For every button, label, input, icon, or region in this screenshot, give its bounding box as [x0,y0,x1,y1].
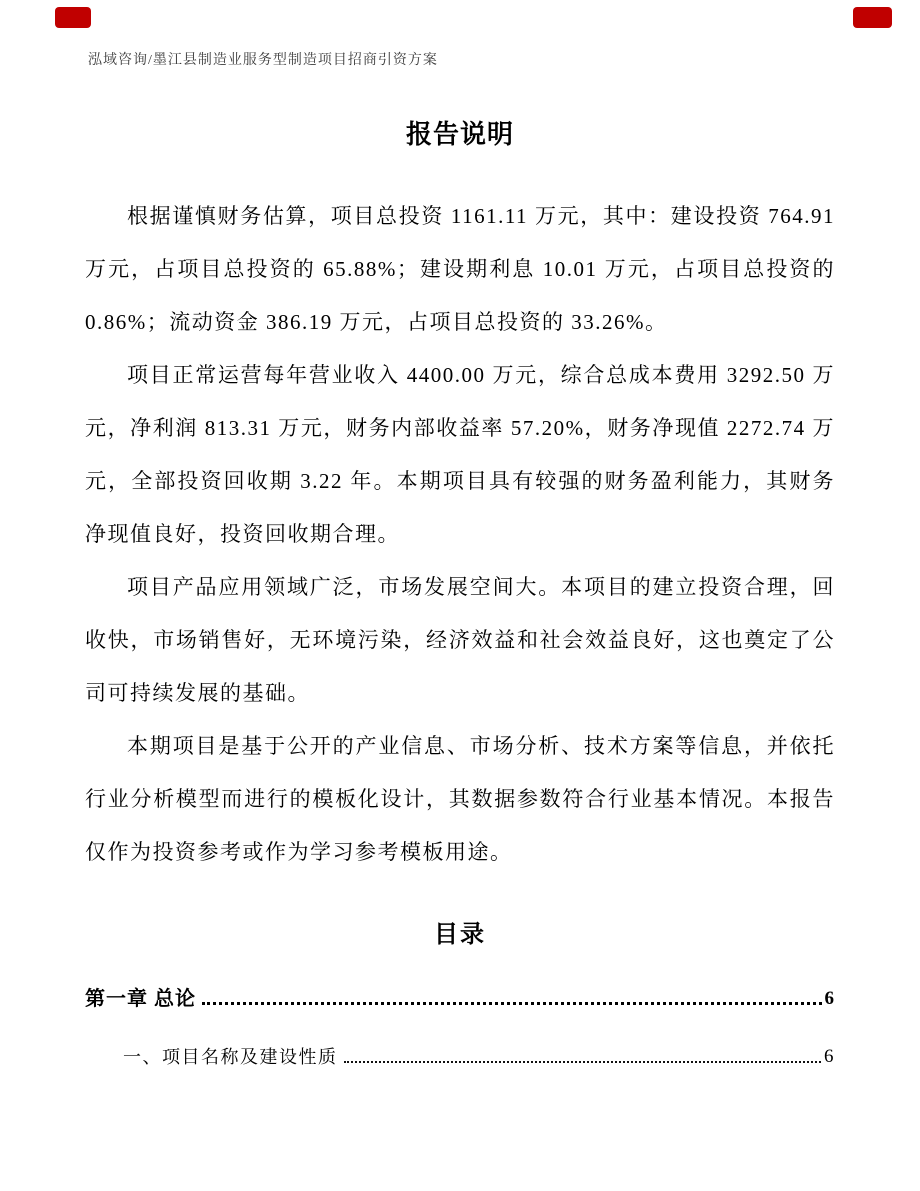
toc-title: 目录 [434,922,486,948]
report-paragraph-3: 项目产品应用领域广泛，市场发展空间大。本项目的建立投资合理，回收快，市场销售好，无环境污染，经济效益和社会效益良好，这也奠定了公司可持续发展的基础。 [85,575,835,705]
toc-entry-label: 第一章 总论 [85,988,196,1010]
document-header: 泓域咨询/墨江县制造业服务型制造项目招商引资方案 [88,53,438,68]
toc-entry-chapter-1[interactable] [85,981,835,1011]
red-corner-mark-right [853,7,892,28]
toc-page-number: 6 [824,1046,835,1067]
toc-entry-label: 一、项目名称及建设性质 [123,1047,338,1067]
document-body [85,0,835,1069]
toc-dot-leader [202,1002,822,1005]
report-paragraph-4: 本期项目是基于公开的产业信息、市场分析、技术方案等信息，并依托行业分析模型而进行的模板化设计，其数据参数符合行业基本情况。本报告仅作为投资参考或作为学习参考模板用途。 [85,734,835,864]
toc-page-number: 6 [824,988,835,1009]
page-title: 报告说明 [405,120,514,149]
report-paragraph-1: 根据谨慎财务估算，项目总投资 1161.11 万元，其中：建设投资 764.91 万元，占项目总投资的 65.88%；建设期利息 10.01 万元，占项目总投资的 0.86%；流动资金 386.19 万元，占项目总投资的 33.26%。 [85,204,835,334]
report-paragraph-2: 项目正常运营每年营业收入 4400.00 万元，综合总成本费用 3292.50 万元，净利润 813.31 万元，财务内部收益率 57.20%，财务净现值 2272.74 万元，全部投资回收期 3.22 年。本期项目具有较强的财务盈利能力，其财务净现值良好，投资回收期合理。 [85,363,835,546]
toc-dot-leader [344,1061,822,1063]
toc-entry-section-1[interactable] [85,1041,835,1069]
